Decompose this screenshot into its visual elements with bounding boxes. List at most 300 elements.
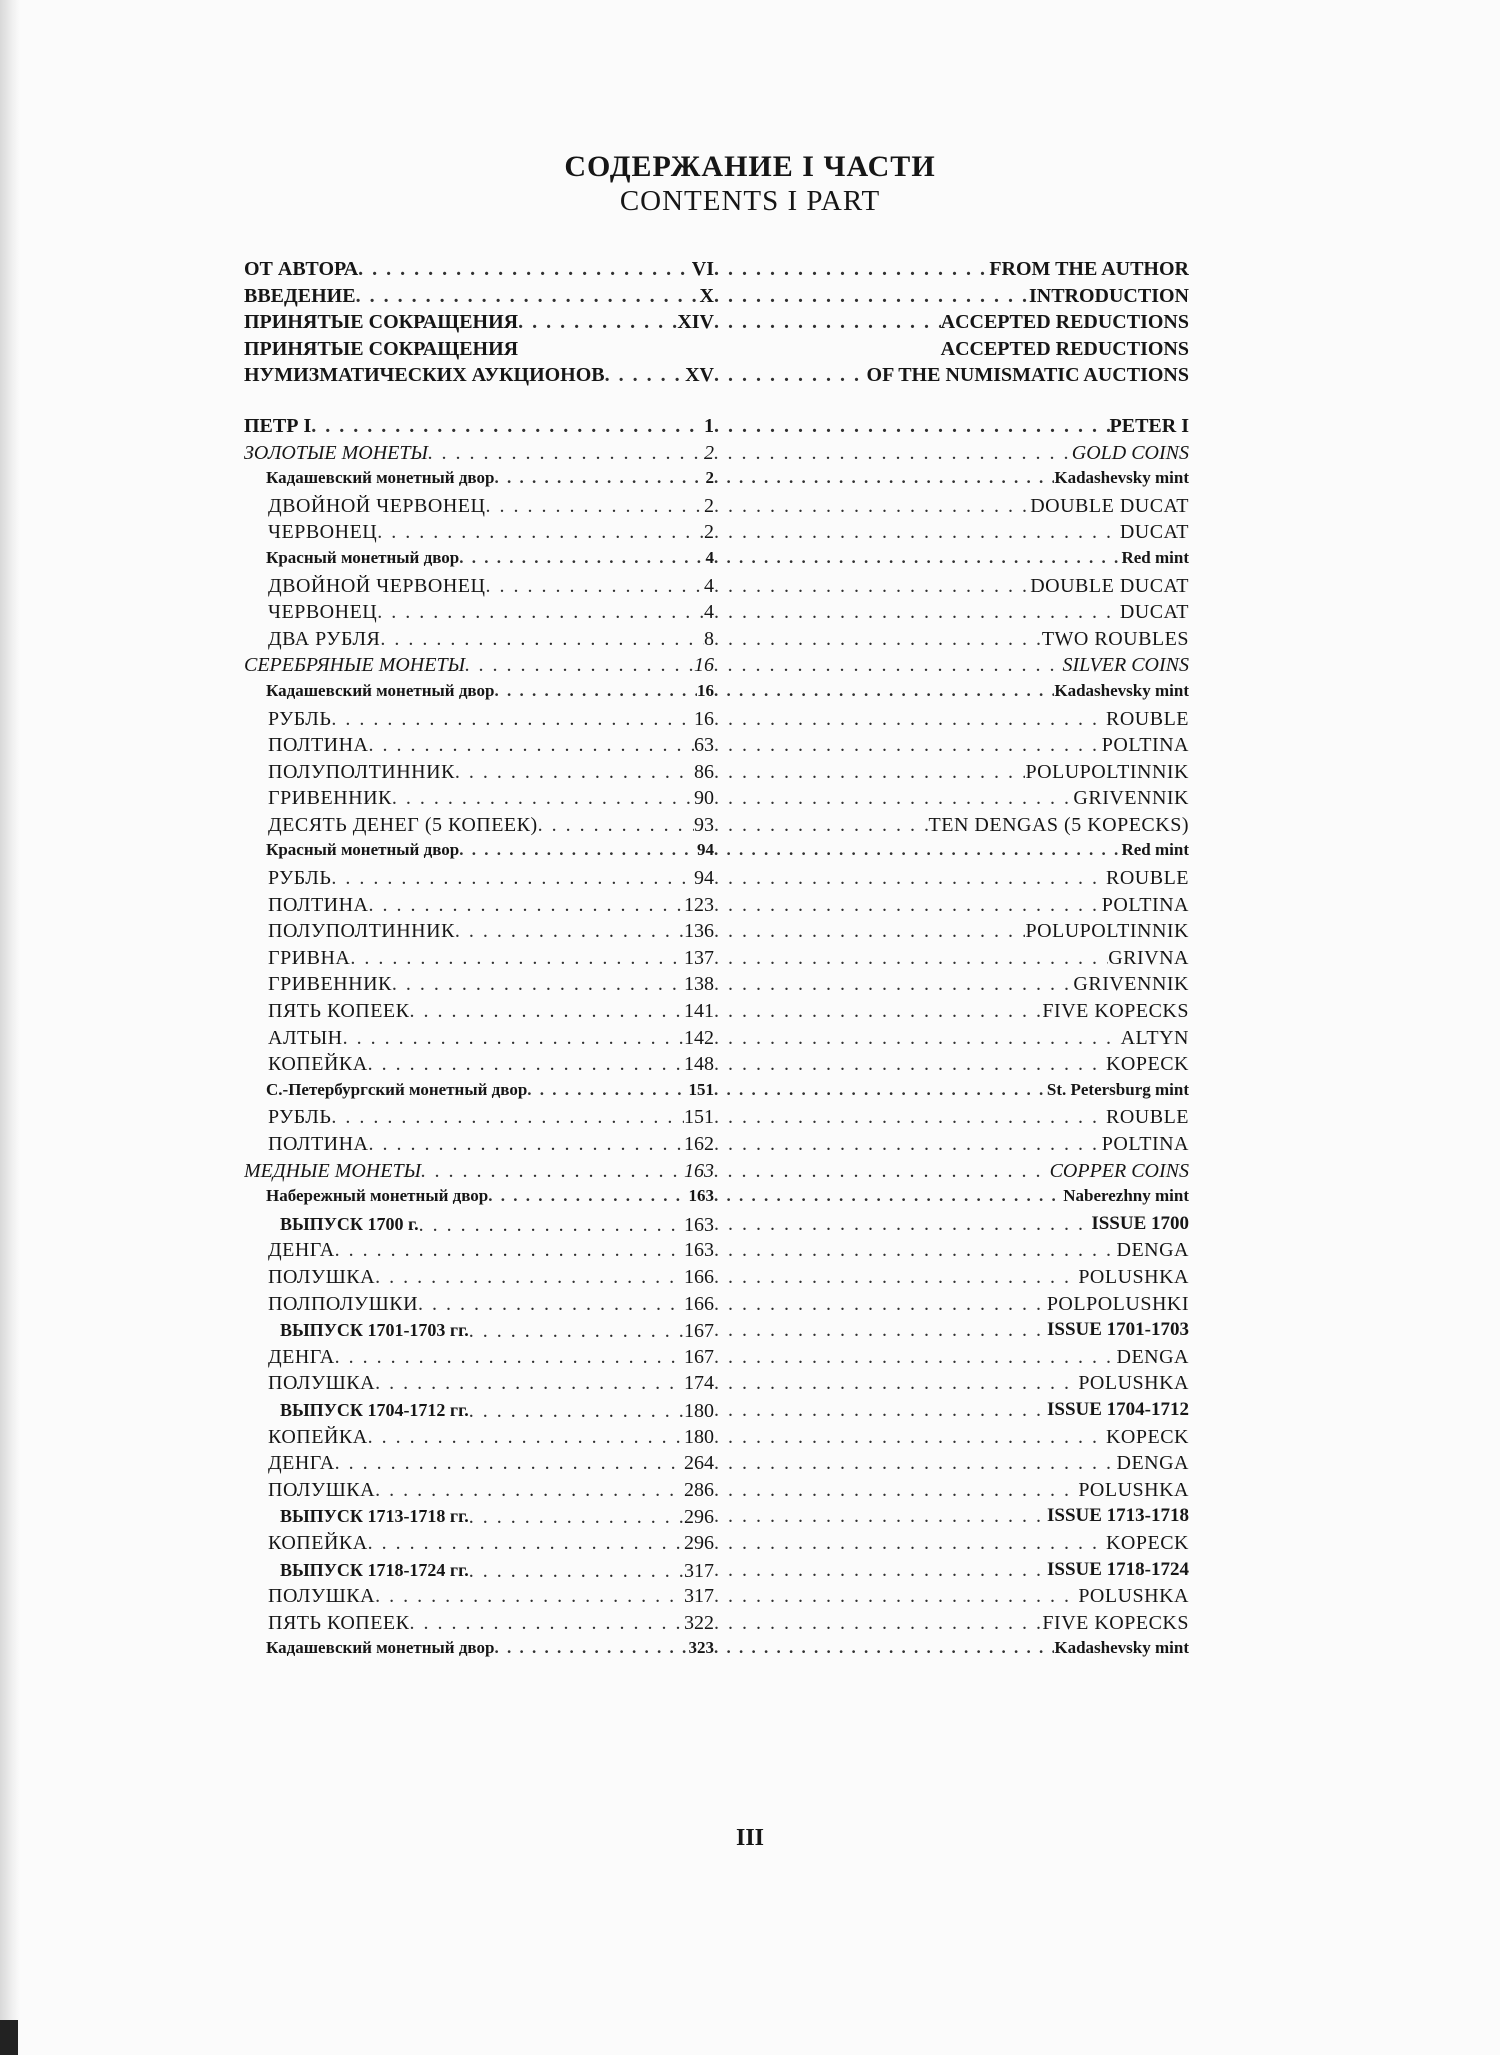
entry-page-number: 4 bbox=[704, 574, 714, 597]
entry-page-number: 86 bbox=[694, 760, 714, 783]
toc-right-column bbox=[714, 1106, 1189, 1129]
entry-title-english: OF THE NUMISMATIC AUCTIONS bbox=[866, 364, 1189, 387]
dot-leader bbox=[714, 1479, 1078, 1502]
entry-title-russian: ВВЕДЕНИЕ bbox=[244, 284, 356, 307]
entry-page-number: 63 bbox=[694, 734, 714, 757]
toc-entry bbox=[244, 1346, 1189, 1373]
toc-right-column bbox=[714, 973, 1189, 996]
dot-leader bbox=[714, 1027, 1121, 1050]
entry-title-russian: ДЕСЯТЬ ДЕНЕГ (5 КОПЕЕК) bbox=[268, 813, 538, 836]
entry-title-russian: ПОЛТИНА bbox=[268, 1133, 369, 1155]
toc-entry bbox=[244, 1133, 1189, 1160]
toc-entry bbox=[244, 442, 1189, 469]
entry-page-number: 16 bbox=[694, 707, 714, 730]
dot-leader bbox=[469, 1506, 684, 1529]
dot-leader bbox=[714, 1505, 1047, 1528]
toc-entry bbox=[244, 1160, 1189, 1187]
entry-title-english: Kadashevsky mint bbox=[1054, 468, 1189, 488]
dot-leader bbox=[494, 1638, 688, 1658]
entry-title-english: ISSUE 1700 bbox=[1091, 1212, 1189, 1234]
toc-entry bbox=[244, 1239, 1189, 1266]
entry-title-russian: ПЯТЬ КОПЕЕК bbox=[268, 1000, 410, 1023]
entry-title-english: ROUBLE bbox=[1106, 1106, 1189, 1129]
toc-left-column bbox=[244, 601, 714, 624]
dot-leader bbox=[538, 814, 694, 837]
dot-leader bbox=[488, 1186, 688, 1206]
entry-title-russian: РУБЛЬ bbox=[268, 867, 332, 890]
toc-right-column bbox=[714, 338, 1189, 361]
toc-left-column bbox=[244, 1186, 714, 1206]
dot-leader bbox=[605, 364, 685, 387]
dot-leader bbox=[714, 495, 1030, 518]
entry-title-english: Red mint bbox=[1121, 840, 1189, 860]
toc-entry bbox=[244, 1027, 1189, 1054]
toc-right-column bbox=[714, 1585, 1189, 1608]
toc-right-column bbox=[714, 1372, 1189, 1395]
toc-right-column bbox=[714, 1027, 1189, 1050]
entry-page-number: 163 bbox=[688, 1186, 714, 1206]
entry-page-number: 2 bbox=[705, 468, 714, 488]
toc-entry bbox=[244, 1053, 1189, 1080]
toc-left-column bbox=[244, 708, 714, 731]
entry-title-english: FIVE KOPECKS bbox=[1042, 1000, 1189, 1023]
entry-page-number: 296 bbox=[684, 1531, 714, 1554]
toc-right-column bbox=[714, 1399, 1189, 1422]
entry-title-english: GRIVENNIK bbox=[1073, 787, 1189, 810]
toc-right-column bbox=[714, 1612, 1189, 1635]
entry-title-english: DUCAT bbox=[1119, 521, 1189, 544]
entry-title-english: ALTYN bbox=[1120, 1026, 1189, 1049]
toc-right-column bbox=[714, 1426, 1189, 1449]
toc-left-column bbox=[244, 787, 714, 810]
entry-title-english: DENGA bbox=[1116, 1452, 1189, 1475]
toc-left-column bbox=[244, 495, 714, 518]
toc-right-column bbox=[714, 840, 1189, 860]
toc-left-column bbox=[244, 285, 714, 308]
dot-leader bbox=[714, 311, 941, 334]
toc-entry bbox=[244, 894, 1189, 921]
entry-title-english: POLUPOLTINNIK bbox=[1025, 760, 1189, 783]
dot-leader bbox=[714, 1266, 1078, 1289]
entry-page-number: 138 bbox=[684, 973, 714, 996]
entry-page-number: 148 bbox=[684, 1053, 714, 1076]
entry-page-number: 180 bbox=[684, 1399, 714, 1422]
entry-page-number: 142 bbox=[684, 1026, 714, 1049]
toc-entry bbox=[244, 1399, 1189, 1426]
dot-leader bbox=[368, 1532, 684, 1555]
toc-left-column bbox=[244, 920, 714, 943]
dot-leader bbox=[419, 1214, 684, 1237]
dot-leader bbox=[714, 258, 989, 281]
toc-left-column bbox=[244, 1160, 714, 1183]
dot-leader bbox=[714, 920, 1025, 943]
entry-title-russian: ПОЛУШКА bbox=[268, 1478, 376, 1501]
toc-entry bbox=[244, 1106, 1189, 1133]
entry-title-english: POLUSHKA bbox=[1078, 1585, 1189, 1608]
entry-title-russian: НУМИЗМАТИЧЕСКИХ АУКЦИОНОВ bbox=[244, 364, 605, 387]
dot-leader bbox=[311, 415, 704, 438]
toc-entry bbox=[244, 521, 1189, 548]
entry-title-english: POLTINA bbox=[1101, 893, 1189, 916]
entry-title-english: FIVE KOPECKS bbox=[1042, 1611, 1189, 1634]
entry-title-english: POLUPOLTINNIK bbox=[1025, 920, 1189, 943]
toc-left-column bbox=[244, 1585, 714, 1608]
entry-page-number: 163 bbox=[684, 1213, 714, 1236]
toc-left-column bbox=[244, 1638, 714, 1658]
toc-left-column bbox=[244, 840, 714, 860]
toc-left-column bbox=[244, 1400, 714, 1423]
dot-leader bbox=[418, 1293, 684, 1316]
entry-title-english: POLPOLUSHKI bbox=[1046, 1292, 1189, 1315]
entry-title-english: FROM THE AUTHOR bbox=[989, 258, 1189, 280]
toc-entry bbox=[244, 1559, 1189, 1586]
toc-right-column bbox=[714, 708, 1189, 731]
entry-page-number: 151 bbox=[688, 1079, 714, 1099]
dot-leader bbox=[714, 1293, 1047, 1316]
dot-leader bbox=[714, 521, 1120, 544]
entry-page-number: 141 bbox=[684, 1000, 714, 1023]
toc-left-column bbox=[244, 681, 714, 701]
toc-right-column bbox=[714, 1638, 1189, 1658]
toc-right-column bbox=[714, 415, 1189, 438]
toc-right-column bbox=[714, 920, 1189, 943]
toc-right-column bbox=[714, 787, 1189, 810]
dot-leader bbox=[714, 1426, 1106, 1449]
entry-title-russian: Кадашевский монетный двор bbox=[266, 1638, 495, 1658]
contents-header bbox=[0, 150, 1500, 218]
entry-title-english: POLUSHKA bbox=[1078, 1372, 1189, 1395]
toc-entry bbox=[244, 1612, 1189, 1639]
entry-page-number: 166 bbox=[684, 1265, 714, 1288]
entry-title-russian: Набережный монетный двор bbox=[266, 1186, 489, 1206]
dot-leader bbox=[714, 285, 1029, 308]
dot-leader bbox=[714, 1319, 1047, 1342]
toc-right-column bbox=[714, 521, 1189, 544]
toc-left-column bbox=[244, 521, 714, 544]
toc-left-column bbox=[244, 1320, 714, 1343]
dot-leader bbox=[369, 1133, 684, 1156]
entry-page-number: 166 bbox=[684, 1292, 714, 1315]
entry-page-number: 4 bbox=[705, 547, 714, 567]
toc-right-column bbox=[714, 442, 1189, 465]
dot-leader bbox=[714, 442, 1072, 465]
entry-title-english: Kadashevsky mint bbox=[1054, 1638, 1189, 1658]
dot-leader bbox=[494, 468, 705, 488]
entry-page-number: 180 bbox=[684, 1425, 714, 1448]
entry-title-russian: ГРИВЕННИК bbox=[268, 973, 392, 996]
toc-entry bbox=[244, 814, 1189, 841]
entry-title-russian: ВЫПУСК 1700 г. bbox=[280, 1213, 419, 1234]
entry-page-number: 16 bbox=[694, 654, 714, 677]
entry-title-russian: ПЯТЬ КОПЕЕК bbox=[268, 1611, 410, 1634]
entry-title-english: GRIVENNIK bbox=[1073, 973, 1189, 996]
toc-right-column bbox=[714, 311, 1189, 334]
toc-right-column bbox=[714, 575, 1189, 598]
entry-page-number: 90 bbox=[694, 787, 714, 810]
dot-leader bbox=[331, 708, 694, 731]
entry-title-english: KOPECK bbox=[1105, 1531, 1189, 1554]
toc-right-column bbox=[714, 1080, 1189, 1100]
toc-entry bbox=[244, 1080, 1189, 1107]
entry-title-english: ROUBLE bbox=[1106, 867, 1189, 890]
toc-right-column bbox=[714, 628, 1189, 651]
toc-right-column bbox=[714, 601, 1189, 624]
toc-right-column bbox=[714, 867, 1189, 890]
toc-right-column bbox=[714, 761, 1189, 784]
entry-title-russian: ДЕНГА bbox=[268, 1452, 335, 1475]
toc-right-column bbox=[714, 364, 1189, 387]
dot-leader bbox=[331, 1106, 684, 1129]
toc-right-column bbox=[714, 1559, 1189, 1582]
dot-leader bbox=[714, 628, 1042, 651]
toc-entry bbox=[244, 1319, 1189, 1346]
entry-title-russian: ПОЛТИНА bbox=[268, 734, 369, 757]
entry-title-russian: Красный монетный двор bbox=[266, 547, 460, 567]
dot-leader bbox=[714, 1106, 1106, 1129]
toc-left-column bbox=[244, 1506, 714, 1529]
toc-right-column bbox=[714, 1293, 1189, 1316]
toc-left-column bbox=[244, 628, 714, 651]
toc-right-column bbox=[714, 894, 1189, 917]
toc-entry bbox=[244, 548, 1189, 575]
entry-title-russian: ПОЛУШКА bbox=[268, 1265, 376, 1288]
toc-left-column bbox=[244, 973, 714, 996]
entry-title-russian: ЧЕРВОНЕЦ bbox=[268, 601, 378, 624]
entry-title-russian: ДВОЙНОЙ ЧЕРВОНЕЦ bbox=[268, 494, 486, 517]
dot-leader bbox=[410, 1000, 685, 1023]
toc-left-column bbox=[244, 1133, 714, 1156]
entry-page-number: 174 bbox=[684, 1372, 714, 1395]
entry-title-english: ISSUE 1704-1712 bbox=[1047, 1398, 1189, 1420]
toc-entry bbox=[244, 681, 1189, 708]
toc-left-column bbox=[244, 258, 714, 281]
dot-leader bbox=[527, 1080, 688, 1100]
dot-leader bbox=[714, 415, 1110, 438]
entry-title-english: DUCAT bbox=[1119, 601, 1189, 624]
entry-title-russian: КОПЕЙКА bbox=[268, 1425, 368, 1448]
entry-page-number: 286 bbox=[684, 1478, 714, 1501]
entry-page-number: XV bbox=[685, 364, 714, 387]
toc-left-column bbox=[244, 1479, 714, 1502]
entry-title-russian: ПЕТР I bbox=[244, 414, 312, 437]
dot-leader bbox=[335, 1346, 684, 1369]
toc-entry bbox=[244, 787, 1189, 814]
entry-page-number: 16 bbox=[697, 680, 714, 700]
entry-page-number: 167 bbox=[684, 1345, 714, 1368]
entry-title-russian: Красный монетный двор bbox=[266, 840, 460, 860]
dot-leader bbox=[714, 1160, 1050, 1183]
dot-leader bbox=[469, 1560, 684, 1583]
toc-right-column bbox=[714, 1186, 1189, 1206]
entry-title-russian: ВЫПУСК 1701-1703 гг. bbox=[280, 1320, 469, 1341]
toc-left-column bbox=[244, 734, 714, 757]
toc-entry bbox=[244, 1372, 1189, 1399]
toc-right-column bbox=[714, 1266, 1189, 1289]
toc-entry bbox=[244, 415, 1189, 442]
toc-right-column bbox=[714, 947, 1189, 970]
entry-page-number: 1 bbox=[704, 414, 714, 437]
toc-entry bbox=[244, 575, 1189, 602]
toc-left-column bbox=[244, 1293, 714, 1316]
toc-entry bbox=[244, 867, 1189, 894]
dot-leader bbox=[375, 1479, 684, 1502]
dot-leader bbox=[375, 1372, 684, 1395]
entry-title-english: ISSUE 1713-1718 bbox=[1047, 1505, 1189, 1527]
toc-left-column bbox=[244, 867, 714, 890]
toc-right-column bbox=[714, 495, 1189, 518]
toc-entry bbox=[244, 495, 1189, 522]
entry-title-english: ACCEPTED REDUCTIONS bbox=[940, 337, 1189, 360]
entry-title-english: ROUBLE bbox=[1106, 707, 1189, 730]
dot-leader bbox=[714, 1532, 1106, 1555]
dot-leader bbox=[714, 1399, 1047, 1422]
entry-title-russian: ПРИНЯТЫЕ СОКРАЩЕНИЯ bbox=[244, 311, 519, 334]
toc-right-column bbox=[714, 681, 1189, 701]
dot-leader bbox=[714, 894, 1102, 917]
dot-leader bbox=[714, 1346, 1117, 1369]
toc-entry bbox=[244, 338, 1189, 365]
dot-leader bbox=[518, 311, 677, 334]
entry-title-russian: ПРИНЯТЫЕ СОКРАЩЕНИЯ bbox=[244, 337, 519, 360]
entry-title-russian: ПОЛУШКА bbox=[268, 1585, 376, 1608]
toc-left-column bbox=[244, 894, 714, 917]
toc-entry bbox=[244, 1585, 1189, 1612]
entry-title-russian: ДЕНГА bbox=[268, 1239, 335, 1262]
entry-page-number: 162 bbox=[684, 1133, 714, 1155]
dot-leader bbox=[714, 1053, 1106, 1076]
dot-leader bbox=[421, 1160, 684, 1183]
page-edge-shadow bbox=[0, 0, 20, 2055]
toc-entry bbox=[244, 1266, 1189, 1293]
toc-left-column bbox=[244, 311, 714, 334]
toc-right-column bbox=[714, 1213, 1189, 1236]
toc-left-column bbox=[244, 947, 714, 970]
dot-leader bbox=[459, 548, 705, 568]
dot-leader bbox=[459, 840, 697, 860]
toc-entry bbox=[244, 1426, 1189, 1453]
toc-entry bbox=[244, 628, 1189, 655]
dot-leader bbox=[714, 1080, 1047, 1100]
toc-right-column bbox=[714, 734, 1189, 757]
dot-leader bbox=[714, 1372, 1078, 1395]
dot-leader bbox=[714, 1239, 1117, 1262]
toc-entry bbox=[244, 258, 1189, 285]
toc-left-column bbox=[244, 338, 714, 361]
entry-title-english: DENGA bbox=[1116, 1239, 1189, 1262]
toc-left-column bbox=[244, 1560, 714, 1583]
dot-leader bbox=[375, 1585, 684, 1608]
dot-leader bbox=[377, 601, 704, 624]
toc-left-column bbox=[244, 1106, 714, 1129]
entry-title-english: POLUSHKA bbox=[1078, 1265, 1189, 1288]
toc-right-column bbox=[714, 1160, 1189, 1183]
entry-page-number: 296 bbox=[684, 1506, 714, 1529]
toc-left-column bbox=[244, 1053, 714, 1076]
dot-leader bbox=[714, 1638, 1054, 1658]
dot-leader bbox=[714, 761, 1025, 784]
dot-leader bbox=[714, 973, 1073, 996]
entry-page-number: 167 bbox=[684, 1320, 714, 1343]
dot-leader bbox=[714, 1559, 1047, 1582]
toc-entry bbox=[244, 947, 1189, 974]
dot-leader bbox=[343, 1027, 684, 1050]
toc-right-column bbox=[714, 548, 1189, 568]
toc-left-column bbox=[244, 1372, 714, 1395]
toc-left-column bbox=[244, 442, 714, 465]
toc-left-column bbox=[244, 1452, 714, 1475]
toc-entry bbox=[244, 654, 1189, 681]
entry-title-english: DENGA bbox=[1116, 1345, 1189, 1368]
entry-title-russian: ЗОЛОТЫЕ МОНЕТЫ bbox=[244, 441, 428, 464]
entry-page-number: 94 bbox=[697, 840, 714, 860]
toc-entry bbox=[244, 1479, 1189, 1506]
entry-title-english: Naberezhny mint bbox=[1063, 1186, 1189, 1206]
entry-page-number: 2 bbox=[704, 441, 714, 464]
entry-page-number: 94 bbox=[694, 867, 714, 890]
dot-leader bbox=[714, 548, 1121, 568]
dot-leader bbox=[369, 894, 684, 917]
entry-page-number: 2 bbox=[704, 521, 714, 544]
toc-entry bbox=[244, 840, 1189, 867]
toc-left-column bbox=[244, 575, 714, 598]
dot-leader bbox=[714, 575, 1030, 598]
page-edge-dark bbox=[0, 2020, 18, 2055]
dot-leader bbox=[714, 947, 1108, 970]
dot-leader bbox=[455, 761, 694, 784]
entry-title-english: Kadashevsky mint bbox=[1054, 680, 1189, 700]
entry-title-russian: С.-Петербургский монетный двор bbox=[266, 1079, 528, 1099]
toc-entry bbox=[244, 1532, 1189, 1559]
section-spacer bbox=[244, 391, 1189, 415]
entry-title-russian: ГРИВНА bbox=[268, 946, 351, 969]
dot-leader bbox=[469, 1320, 684, 1343]
toc-right-column bbox=[714, 1452, 1189, 1475]
dot-leader bbox=[714, 654, 1063, 677]
table-of-contents bbox=[244, 258, 1189, 1665]
entry-title-russian: Кадашевский монетный двор bbox=[266, 680, 495, 700]
toc-right-column bbox=[714, 1346, 1189, 1369]
toc-right-column bbox=[714, 1000, 1189, 1023]
dot-leader bbox=[714, 814, 929, 837]
dot-leader bbox=[335, 1239, 684, 1262]
entry-title-russian: КОПЕЙКА bbox=[268, 1053, 368, 1076]
dot-leader bbox=[368, 1053, 684, 1076]
dot-leader bbox=[714, 364, 867, 387]
entry-page-number: 136 bbox=[684, 920, 714, 943]
entry-page-number: 4 bbox=[704, 601, 714, 624]
entry-title-russian: МЕДНЫЕ МОНЕТЫ bbox=[244, 1159, 422, 1182]
entry-page-number: 163 bbox=[684, 1159, 714, 1182]
dot-leader bbox=[428, 442, 704, 465]
toc-left-column bbox=[244, 1532, 714, 1555]
toc-right-column bbox=[714, 285, 1189, 308]
entry-title-russian: ОТ АВТОРА bbox=[244, 258, 359, 280]
entry-title-russian: ПОЛПОЛУШКИ bbox=[268, 1292, 419, 1315]
entry-title-english: TEN DENGAS (5 KOPECKS) bbox=[928, 813, 1189, 836]
entry-page-number: X bbox=[699, 284, 714, 307]
entry-page-number: VI bbox=[691, 258, 714, 280]
entry-title-russian: Кадашевский монетный двор bbox=[266, 468, 495, 488]
entry-title-english: POLTINA bbox=[1101, 1133, 1189, 1155]
toc-entry bbox=[244, 973, 1189, 1000]
dot-leader bbox=[392, 973, 684, 996]
entry-title-russian: ЧЕРВОНЕЦ bbox=[268, 521, 378, 544]
entry-title-english: St. Petersburg mint bbox=[1046, 1079, 1189, 1099]
dot-leader bbox=[369, 734, 694, 757]
dot-leader bbox=[455, 920, 684, 943]
toc-entry bbox=[244, 1638, 1189, 1665]
entry-title-english: TWO ROUBLES bbox=[1041, 627, 1189, 650]
